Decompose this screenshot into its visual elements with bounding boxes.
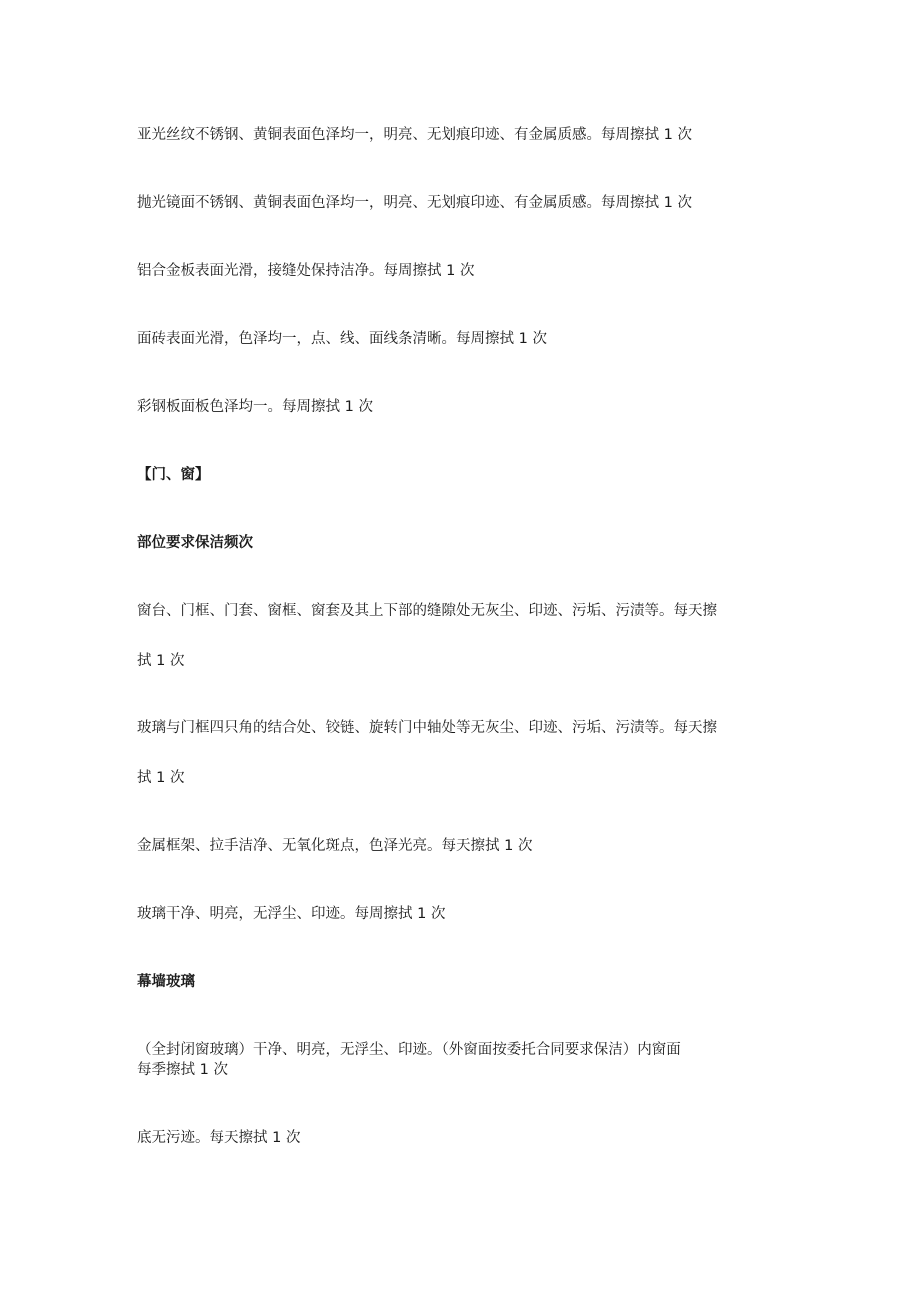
text-line: 底无污迹。每天擦拭 1 次 bbox=[137, 1130, 301, 1146]
text-line: 彩钢板面板色泽均一。每周擦拭 1 次 bbox=[137, 399, 373, 415]
text-line: 玻璃干净、明亮，无浮尘、印迹。每周擦拭 1 次 bbox=[137, 906, 446, 922]
text-line: 每季擦拭 1 次 bbox=[137, 1062, 228, 1078]
text-line: 玻璃与门框四只角的结合处、铰链、旋转门中轴处等无灰尘、印迹、污垢、污渍等。每天擦 bbox=[137, 720, 717, 736]
text-line: 面砖表面光滑，色泽均一，点、线、面线条清晰。每周擦拭 1 次 bbox=[137, 331, 547, 347]
text-line: 窗台、门框、门套、窗框、窗套及其上下部的缝隙处无灰尘、印迹、污垢、污渍等。每天擦 bbox=[137, 603, 717, 619]
section-title: 【门、窗】 bbox=[137, 467, 210, 483]
table-header: 部位要求保洁频次 bbox=[137, 535, 253, 551]
text-line: 金属框架、拉手洁净、无氧化斑点，色泽光亮。每天擦拭 1 次 bbox=[137, 838, 533, 854]
curtain-wall-heading: 幕墙玻璃 bbox=[137, 974, 195, 990]
text-line: 亚光丝纹不锈钢、黄铜表面色泽均一，明亮、无划痕印迹、有金属质感。每周擦拭 1 次 bbox=[137, 127, 692, 143]
text-line: 拭 1 次 bbox=[137, 653, 185, 669]
text-line: 铝合金板表面光滑，接缝处保持洁净。每周擦拭 1 次 bbox=[137, 263, 475, 279]
text-line: 拭 1 次 bbox=[137, 770, 185, 786]
text-line: （全封闭窗玻璃）干净、明亮，无浮尘、印迹。（外窗面按委托合同要求保洁）内窗面 bbox=[137, 1042, 681, 1058]
text-line: 抛光镜面不锈钢、黄铜表面色泽均一，明亮、无划痕印迹、有金属质感。每周擦拭 1 次 bbox=[137, 195, 692, 211]
